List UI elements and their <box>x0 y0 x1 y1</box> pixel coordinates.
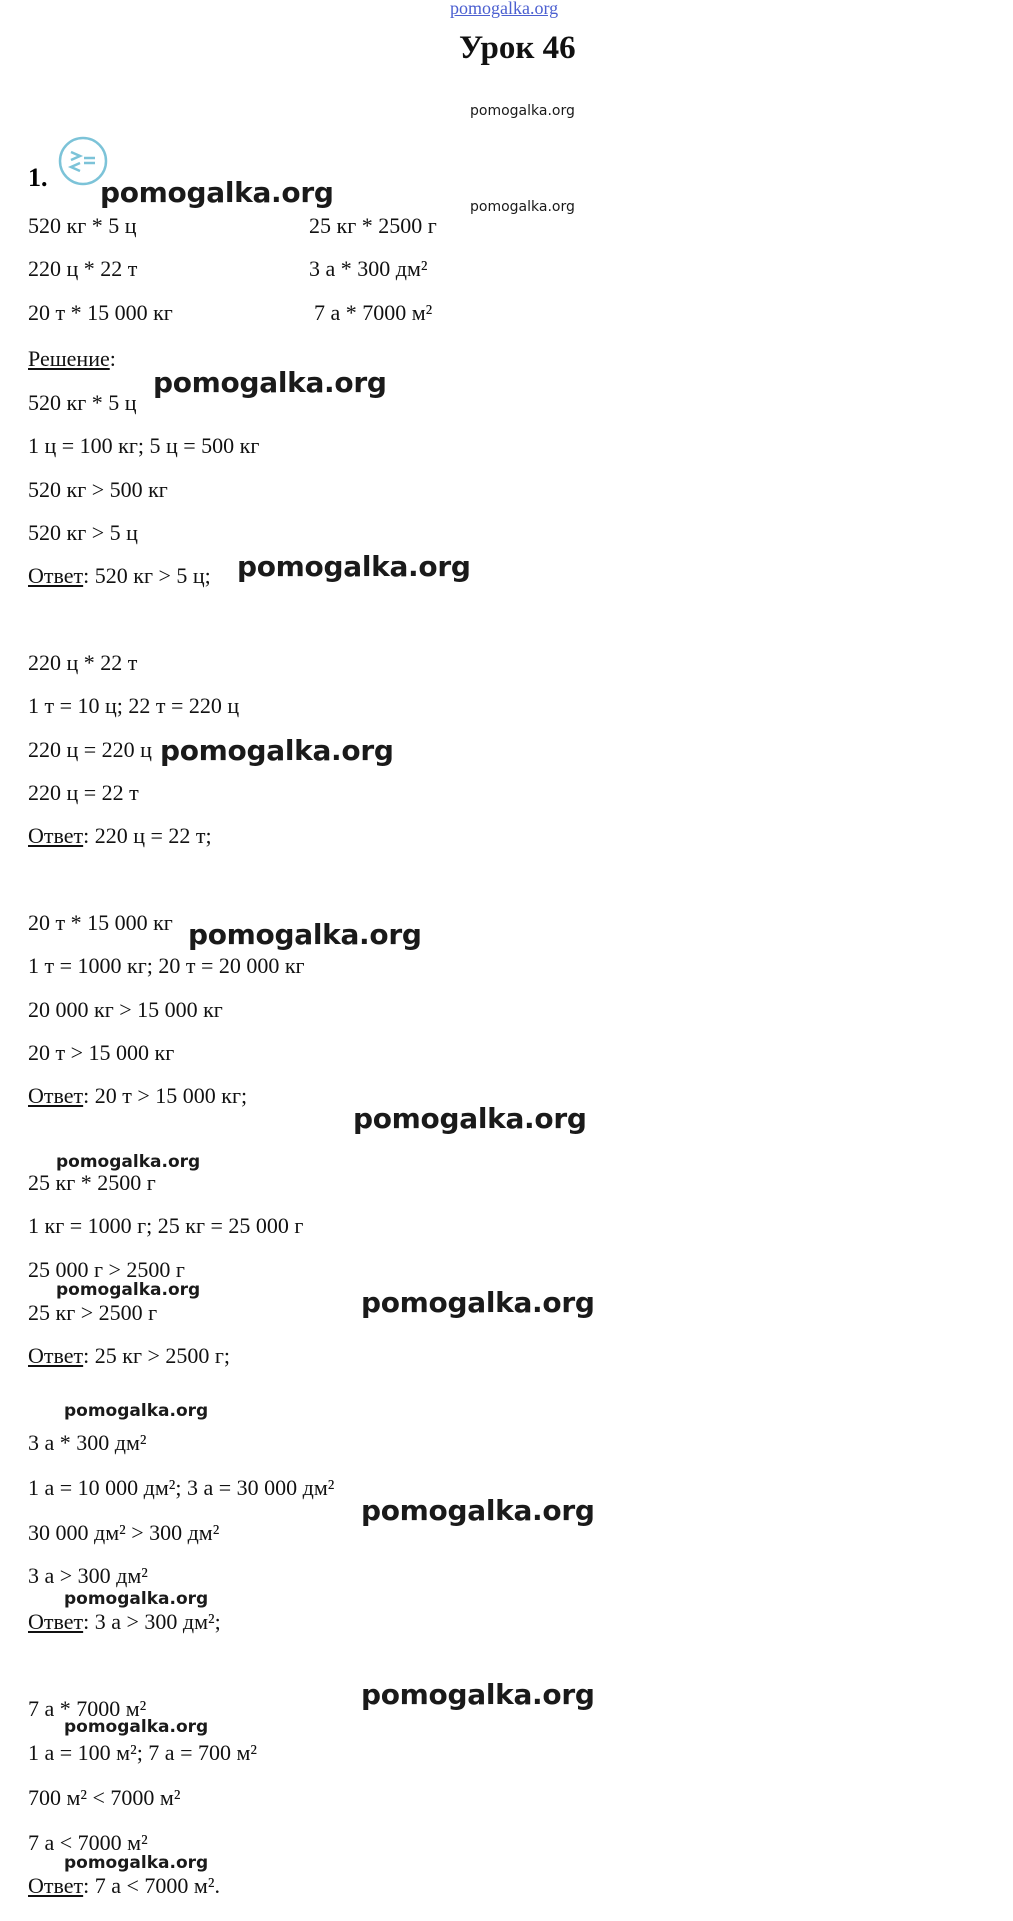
expression: 20 т * 15 000 кг <box>28 300 173 325</box>
solution-line: 220 ц = 220 ц <box>28 737 152 762</box>
watermark: pomogalka.org <box>188 918 422 951</box>
top-site-link[interactable]: pomogalka.org <box>450 0 559 18</box>
solution-line: 700 м² < 7000 м² <box>28 1785 181 1810</box>
page-title: Урок 46 <box>459 30 576 66</box>
solution-line: 1 т = 10 ц; 22 т = 220 ц <box>28 693 240 718</box>
answer-line: Ответ: 20 т > 15 000 кг; <box>28 1083 248 1108</box>
solution-line: 30 000 дм² > 300 дм² <box>28 1520 220 1545</box>
solution-line: 1 а = 10 000 дм²; 3 а = 30 000 дм² <box>28 1475 335 1500</box>
expression: 7 а * 7000 м² <box>314 300 433 325</box>
solution-line: 25 кг > 2500 г <box>28 1300 158 1325</box>
task-number: 1. <box>28 163 48 192</box>
solution-line: 3 а > 300 дм² <box>28 1563 148 1588</box>
solution-line: 1 ц = 100 кг; 5 ц = 500 кг <box>28 433 260 458</box>
watermark: pomogalka.org <box>64 1401 209 1421</box>
watermark: pomogalka.org <box>361 1286 595 1319</box>
answer-line: Ответ: 220 ц = 22 т; <box>28 823 212 848</box>
expression: 25 кг * 2500 г <box>309 213 437 238</box>
expression: 520 кг * 5 ц <box>28 213 137 238</box>
answer-line: Ответ: 7 а < 7000 м². <box>28 1873 220 1898</box>
solution-line: 20 т * 15 000 кг <box>28 910 173 935</box>
solution-line: 1 а = 100 м²; 7 а = 700 м² <box>28 1740 257 1765</box>
watermark: pomogalka.org <box>153 366 387 399</box>
watermark: pomogalka.org <box>160 734 394 767</box>
solution-line: 25 кг * 2500 г <box>28 1170 156 1195</box>
solution-line: 20 000 кг > 15 000 кг <box>28 997 223 1022</box>
watermark: pomogalka.org <box>361 1494 595 1527</box>
watermark: pomogalka.org <box>64 1589 209 1609</box>
answer-line: Ответ: 3 а > 300 дм²; <box>28 1609 221 1634</box>
solution-heading: Решение: <box>28 346 116 371</box>
watermark: pomogalka.org <box>237 550 471 583</box>
expression: 3 а * 300 дм² <box>309 256 428 281</box>
watermark: pomogalka.org <box>353 1102 587 1135</box>
solution-line: 7 а * 7000 м² <box>28 1696 147 1721</box>
solution-line: 520 кг > 500 кг <box>28 477 168 502</box>
solution-line: 25 000 г > 2500 г <box>28 1257 185 1282</box>
answer-line: Ответ: 25 кг > 2500 г; <box>28 1343 231 1368</box>
solution-line: 220 ц = 22 т <box>28 780 139 805</box>
watermark: pomogalka.org <box>56 1152 201 1172</box>
solution-line: 20 т > 15 000 кг <box>28 1040 175 1065</box>
expression: 220 ц * 22 т <box>28 256 138 281</box>
answer-line: Ответ: 520 кг > 5 ц; <box>28 563 211 588</box>
watermark: pomogalka.org <box>361 1678 595 1711</box>
solution-line: 3 а * 300 дм² <box>28 1430 147 1455</box>
solution-line: 1 кг = 1000 г; 25 кг = 25 000 г <box>28 1213 304 1238</box>
watermark: pomogalka.org <box>64 1717 209 1737</box>
solution-line: 7 а < 7000 м² <box>28 1830 148 1855</box>
watermark: pomogalka.org <box>64 1853 209 1873</box>
watermark: pomogalka.org <box>56 1280 201 1300</box>
watermark: pomogalka.org <box>470 199 575 215</box>
solution-line: 1 т = 1000 кг; 20 т = 20 000 кг <box>28 953 305 978</box>
solution-line: 220 ц * 22 т <box>28 650 138 675</box>
solution-line: 520 кг * 5 ц <box>28 390 137 415</box>
watermark: pomogalka.org <box>100 176 334 209</box>
solution-line: 520 кг > 5 ц <box>28 520 138 545</box>
watermark: pomogalka.org <box>470 103 575 119</box>
